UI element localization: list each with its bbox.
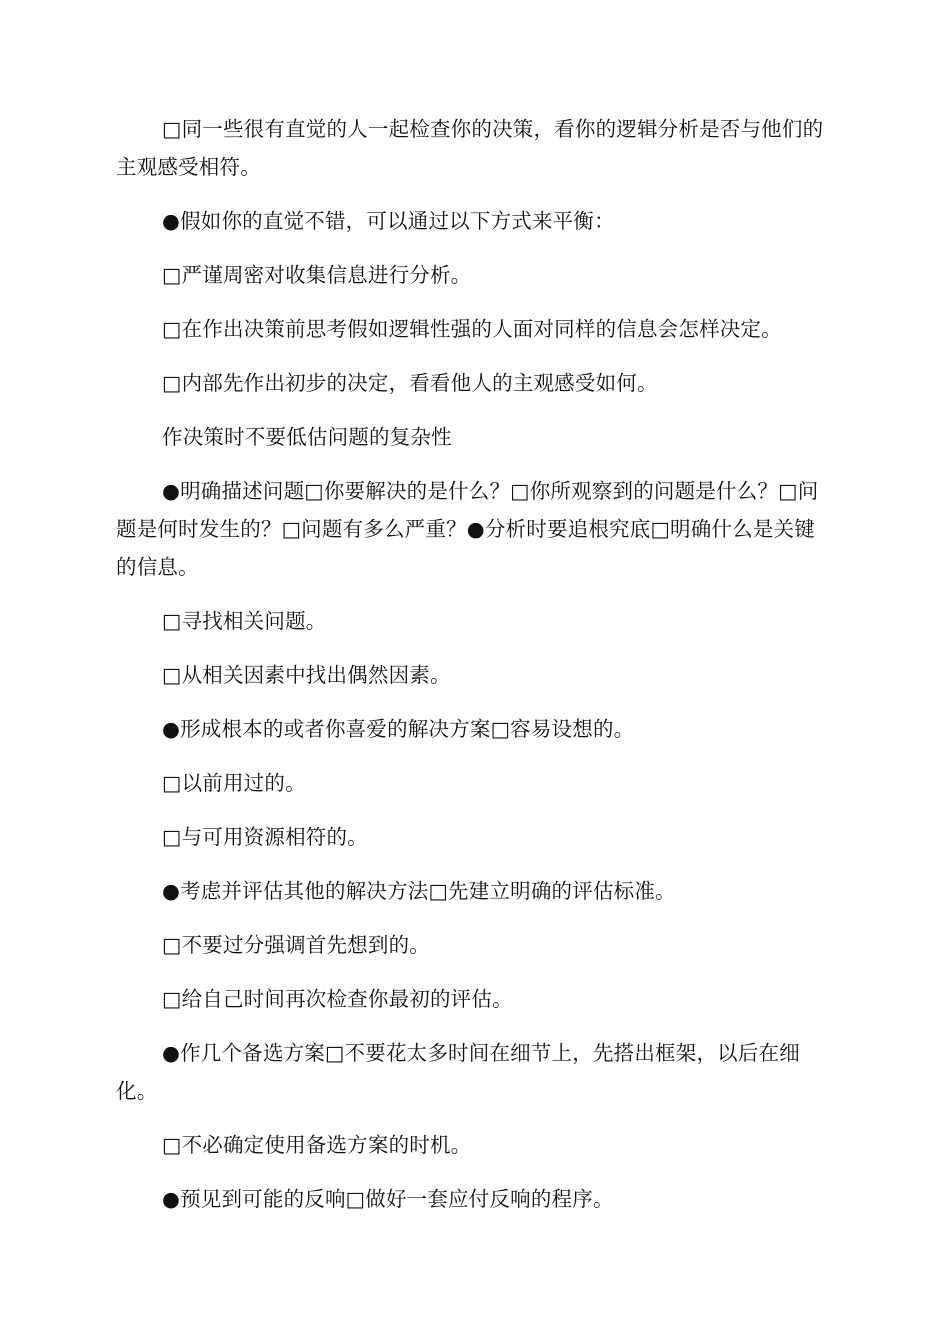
paragraph-1: □同一些很有直觉的人一起检查你的决策，看你的逻辑分析是否与他们的主观感受相符。 [116, 117, 824, 179]
paragraph-10: ●形成根本的或者你喜爱的解决方案□容易设想的。 [162, 717, 635, 741]
paragraph-9: □从相关因素中找出偶然因素。 [162, 663, 451, 687]
paragraph-14: □不要过分强调首先想到的。 [162, 933, 430, 957]
paragraph-12: □与可用资源相符的。 [162, 825, 368, 849]
paragraph-2: ●假如你的直觉不错，可以通过以下方式来平衡： [162, 209, 615, 233]
paragraph-5: □内部先作出初步的决定，看看他人的主观感受如何。 [162, 371, 658, 395]
paragraph-7: ●明确描述问题□你要解决的是什么？□你所观察到的问题是什么？□问题是何时发生的？□问题有多么严重？●分析时要追根究底□明确什么是关键的信息。 [116, 479, 819, 579]
paragraph-11: □以前用过的。 [162, 771, 306, 795]
section-heading: 作决策时不要低估问题的复杂性 [162, 425, 452, 449]
paragraph-18: ●预见到可能的反响□做好一套应付反响的程序。 [162, 1187, 614, 1211]
paragraph-15: □给自己时间再次检查你最初的评估。 [162, 987, 513, 1011]
paragraph-16: ●作几个备选方案□不要花太多时间在细节上，先搭出框架，以后在细化。 [116, 1041, 800, 1103]
paragraph-17: □不必确定使用备选方案的时机。 [162, 1133, 472, 1157]
paragraph-13: ●考虑并评估其他的解决方法□先建立明确的评估标准。 [162, 879, 676, 903]
paragraph-3: □严谨周密对收集信息进行分析。 [162, 263, 472, 287]
paragraph-8: □寻找相关问题。 [162, 609, 327, 633]
paragraph-4: □在作出决策前思考假如逻辑性强的人面对同样的信息会怎样决定。 [162, 317, 782, 341]
